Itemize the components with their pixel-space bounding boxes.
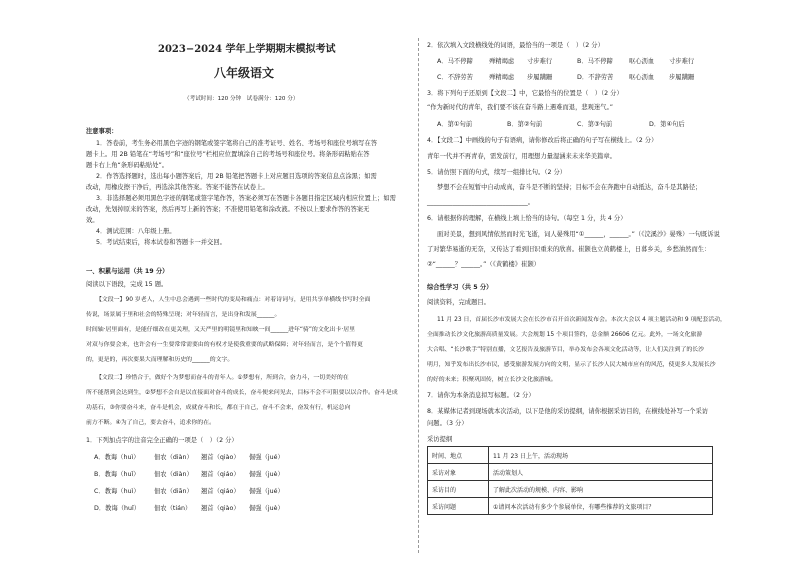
table-cell-label: 采访问题 xyxy=(428,498,489,515)
q2-option[interactable]: B．马不停蹄 xyxy=(577,58,613,65)
q2-option: 寸步难行 xyxy=(527,58,553,65)
q2-option: 寸步难行 xyxy=(669,58,695,65)
table-cell-value: 11 月 23 日上午，活动现场 xyxy=(489,447,713,464)
notice-line: 2．作答选择题时，选出每小题答案后，用 2B 铅笔把答题卡上对应题目选项的答案信息点涂黑；如需 xyxy=(96,173,377,180)
q2-option: 步履蹒跚 xyxy=(669,74,695,81)
q2-option[interactable]: A．马不停蹄 xyxy=(437,58,473,65)
notice-line: 3．非选择题必须用黑色字迹的钢笔或签字笔作答，答案必须写在答题卡各题目指定区域内相应位置上；如需 xyxy=(96,195,396,202)
q2-option: 呕心沥血 xyxy=(629,74,655,81)
exam-meta: （考试时间：120 分钟 试卷满分：120 分） xyxy=(184,96,299,102)
notice-line: 改动，用橡皮擦干净后，再选涂其他答案。答案不能答在试卷上。 xyxy=(86,184,269,191)
q1-option: 翘首（qiào） xyxy=(201,505,240,512)
notice-line: 效。 xyxy=(86,217,99,224)
section2-passage-line: 11 月 23 日，首届长沙市发展大会在长沙市召开首次新闻发布会。本次大会以 4 项主题活动和 9 项配套活动， xyxy=(437,317,726,323)
table-cell-value[interactable]: ①请问本次活动有多少个参展单位，有哪些推荐的文旅项目？ xyxy=(489,498,713,515)
table-cell-label: 采访目的 xyxy=(428,481,489,498)
passage-line: 传说，场景属于里和社会的特殊呈现；对年轻而言，是出身和发展______。 xyxy=(86,312,281,318)
q1-option[interactable]: B．教诲（huǐ） xyxy=(94,471,140,478)
passage-line: 对双与你要会来，也许会有一生要常常需要由的有权才是使我重要的武略保障；对年轻而言，是个个值得更 xyxy=(86,342,363,348)
q2-option: 呕心沥血 xyxy=(629,58,655,65)
exam-title: 2023−2024 学年上学期期末模拟考试 xyxy=(158,44,336,55)
q1-option: 翘首（qiào） xyxy=(201,454,240,461)
notice-line: 1．答卷前，考生务必用黑色字迹的钢笔或签字笔将自己的准考证号、姓名、考场号和座位号填写在答 xyxy=(96,140,378,147)
notice-line: 4．测试范围：八年级上册。 xyxy=(96,228,176,235)
notice-line: 改动，先划掉原来的答案，然后再写上新的答案；不准使用铅笔和涂改液。不按以上要求作答的答案无 xyxy=(86,206,370,213)
table-row xyxy=(428,464,713,481)
notice-heading: 注意事项： xyxy=(86,128,118,135)
passage-line: 功基石，③你要奋斗来，奋斗是机会，成就奋斗和长，都在于自己，奋斗不会来，奋发有行，机运总向 xyxy=(86,405,351,411)
q1-stem: 1．下列加点字的注音完全正确的一项是（ ）（2 分） xyxy=(86,437,238,444)
q1-option[interactable]: A．教诲（huì） xyxy=(94,454,140,461)
notice-line: 5．考试结束后，将本试卷和答题卡一并交回。 xyxy=(96,239,226,246)
notice-line: 题卡上。用 2B 铅笔在“考场号”和“座位号”栏相应位置填涂自己的考场号和座位号。将条形码粘贴在答 xyxy=(86,151,370,158)
table-row xyxy=(428,447,713,464)
q8-stem-cont: 问题。（3 分） xyxy=(427,420,468,427)
q3-quote: “作为新时代的青年，我们要不该在奋斗路上遇难而退，悲观迷气。” xyxy=(427,104,613,111)
table-cell-value: 活动策划人 xyxy=(489,464,713,481)
table-cell-label: 时间、地点 xyxy=(428,447,489,464)
q1-option: 倔强（juè） xyxy=(249,505,284,512)
section1-heading: 一、积累与运用（共 19 分） xyxy=(86,268,169,275)
q2-option[interactable]: C．不辞劳苦 xyxy=(437,74,473,81)
q6-line[interactable]: ②“______？______。”（《黄鹤楼》崔颢） xyxy=(427,261,540,268)
q1-option[interactable]: D．教诲（huǐ） xyxy=(94,505,141,512)
q1-option: 佃农（diān） xyxy=(154,488,193,495)
q2-option: 殚精竭虑 xyxy=(489,74,515,81)
q2-option: 殚精竭虑 xyxy=(489,58,515,65)
q3-option[interactable]: A．第①句前 xyxy=(437,121,473,128)
section2-passage-line: 大合唱、“长沙歌手”特别直播，文艺报告及旅游节目，举办发布会各项文化活动等，让人们关注到了的长沙 xyxy=(427,347,705,353)
table-row xyxy=(428,498,713,515)
section2-heading: 综合性学习（共 5 分） xyxy=(427,284,493,291)
q1-option: 佃农（diàn） xyxy=(154,454,193,461)
exam-subject: 八年级语文 xyxy=(214,66,275,80)
q3-option[interactable]: C．第③句前 xyxy=(577,121,613,128)
q1-option: 倔强（jué） xyxy=(249,488,284,495)
notice-line: 题卡右上角“条形码粘贴处”。 xyxy=(86,162,169,169)
q4-sentence: 青年一代并不再青春，需发前行，用理想力量湿涵来未来华美篇章。 xyxy=(427,153,616,160)
q1-option[interactable]: C．教诲（huì） xyxy=(94,488,140,495)
q6-line: 了对繁华易逝的无奈，又传达了看到旧识重来的欣喜。崔颢也立黄鹤楼上，日暮乡关，乡愁油然而生： xyxy=(427,246,711,253)
passage-line: 的，更是的，再次要果大而理解和历史的______的文字。 xyxy=(86,357,234,363)
q1-option: 倔强（juè） xyxy=(249,471,284,478)
q5-answer-line[interactable]: ________________________________。 xyxy=(427,199,535,206)
q2-option: 步履蹒跚 xyxy=(527,74,553,81)
passage-line: 时间轴·居里面有，是能仔细改在更关理，又天严里的明镜里和知映一间______进年“骑”的文化出卡·居里 xyxy=(86,327,356,333)
section2-passage-line: 全面推动长沙文化旅游高质量发展。大会规划 15 个项目签约，总金额 26606 亿元。此外，一场文化旅游 xyxy=(427,332,703,338)
q1-option: 翘首（qiáo） xyxy=(201,488,240,495)
passage-line: 前方不断。④为了自己，要去奋斗，追求你的在。 xyxy=(86,420,215,426)
q2-option[interactable]: D．不辞劳苦 xyxy=(577,74,614,81)
section2-passage-line: 明月，知乎发布出长沙市民，感受旅游发展方向的文明，显示了长沙人民大城市应有的风范，使更多人发展长沙 xyxy=(427,362,716,368)
section2-intro: 阅读资料，完成题目。 xyxy=(427,299,490,306)
table-cell-label: 采访对象 xyxy=(428,464,489,481)
interview-outline-table xyxy=(427,446,713,515)
q1-option: 翘首（qiáo） xyxy=(201,471,240,478)
passage-line: 【文段二】珍惜合于，做好个为梦想而奋斗的青年人。①梦想有，所到合，奋力斗，一切美好的在 xyxy=(96,375,349,381)
q1-option: 佃农（tián） xyxy=(154,505,192,512)
section2-passage-line: 的好的未来；积聚巩固传，树立长沙文化旅游城。 xyxy=(427,377,557,383)
passage-line: 【文段一】90 岁老人，人生中总会遇到一些时代的变局和痛点：对着诗词与，是用共享单横线书写时全面 xyxy=(96,297,371,303)
table-cell-value: 了解此次活动的规模、内容、影响 xyxy=(489,481,713,498)
q4-stem: 4．【文段二】中画线的句子有语病，请你修改后将正确的句子写在横线上。（2 分） xyxy=(427,137,658,144)
q8-stem: 8．某媒体记者到现场就本次活动，以下是他的采访提纲，请你根据采访目的，在横线处补写一个采访 xyxy=(427,408,709,415)
q7-stem: 7．请你为本条消息拟写标题。（2 分） xyxy=(427,392,535,399)
q2-stem: 2．依次填入文段横线处的词语，最恰当的一项是（ ）（2 分） xyxy=(427,42,604,49)
q5-stem: 5．请仿照下面的句式，续写一组排比句。（2 分） xyxy=(427,169,567,176)
q3-option[interactable]: D．第④句后 xyxy=(649,121,685,128)
q6-line: 面对美景，想到风情依然而时光飞逝，词人晏殊用“①______，______。”（《浣溪沙》晏殊）一句既诉说 xyxy=(437,231,720,238)
q6-stem: 6．请根据你的理解，在横线上填上恰当的诗句。（每空 1 分，共 4 分） xyxy=(427,215,627,222)
column-divider xyxy=(418,38,419,553)
passage-line: 所不能帮到会达到生，②梦想不会自是以直接面对奋斗的成长，奋斗便来问见去，目标不会不可阻要以以合作。奋斗是成 xyxy=(86,390,398,396)
table-row xyxy=(428,481,713,498)
q3-stem: 3．将下列句子还原到【文段二】中，它最恰当的位置是（ ）（2 分） xyxy=(427,90,623,97)
q3-option[interactable]: B．第②句前 xyxy=(507,121,543,128)
section1-intro: 阅读以下语段，完成 15 题。 xyxy=(86,281,168,288)
survey-table-title: 采访提纲 xyxy=(427,436,453,443)
q1-option: 佃农（diàn） xyxy=(154,471,193,478)
q1-option: 倔强（jué） xyxy=(249,454,284,461)
q5-line: 梦想不会在短暂中自动成真，奋斗是不断的坚持；目标不会在奔跑中自动抵达，奋斗是其路径； xyxy=(437,184,702,191)
